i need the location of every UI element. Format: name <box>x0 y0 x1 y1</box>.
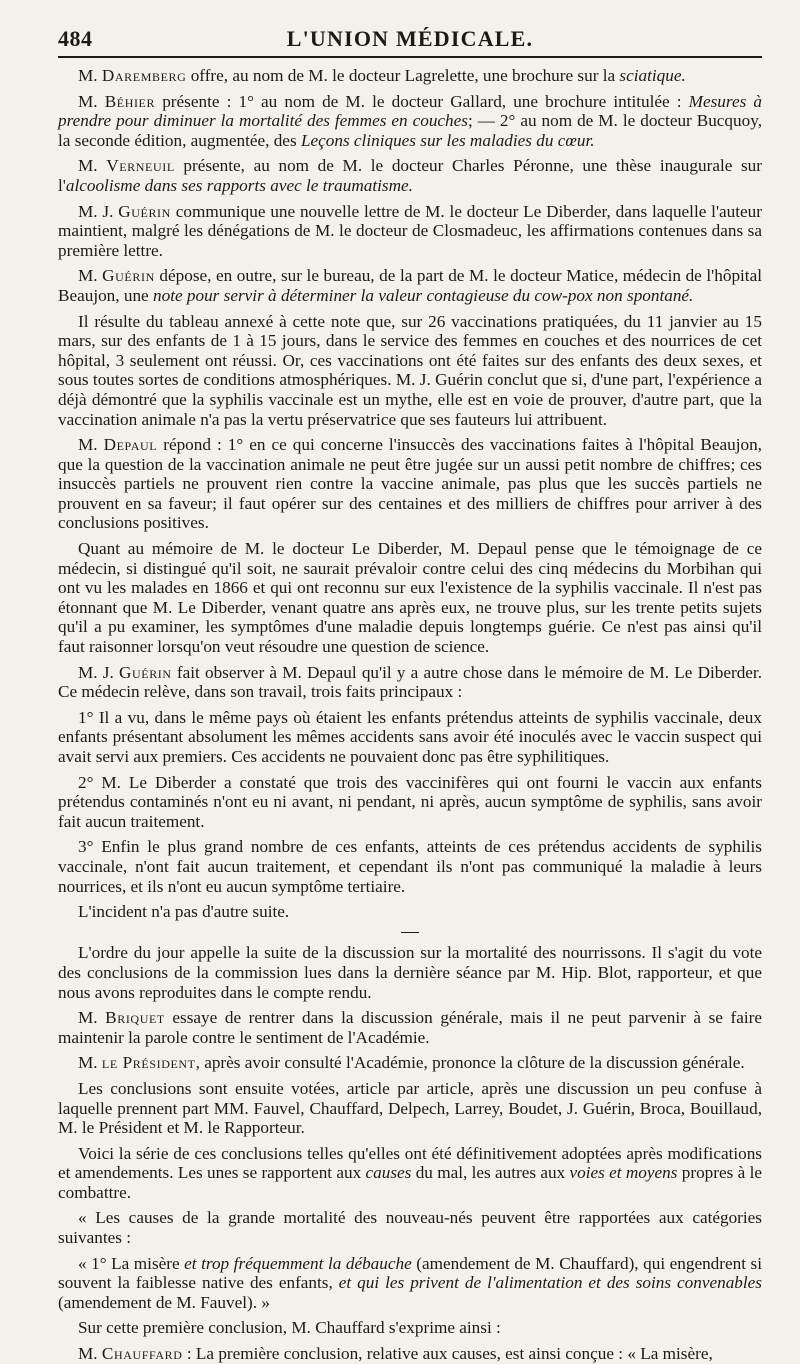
paragraph <box>58 1144 762 1203</box>
speaker-name: Briquet <box>105 1008 165 1028</box>
text-run: essaye de rentrer dans la discussion générale, mais il ne peut parvenir à se faire maintenir la parole contre le sentiment de l'Académie. <box>58 1008 762 1047</box>
paragraph <box>58 156 762 195</box>
text-run: M. <box>78 1344 102 1364</box>
italic-text: alcoolisme dans ses rapports avec le traumatisme. <box>65 175 413 195</box>
text-run: Quant au mémoire de M. le docteur Le Diberder, M. Depaul pense que le témoignage de ce médecin, si distingué qu'il soit, ne saurait prévaloir contre celui des cinq médecins du Morbihan qui ont vu les malades en 1866 et qui ont reconnu sur eux l'existence de la syphilis vaccinale. Il n'est pas étonnant que M. Le Diberder, venant quatre ans après eux, ne trouve plus, sur les trente petits sujets qu'il a pu examiner, les symptômes d'une maladie depuis longtemps guérie. Ce n'est pas ainsi qu'il faut raisonner lorsqu'on veut résoudre une question de science. <box>58 539 762 657</box>
paragraph <box>58 92 762 151</box>
text-run: Il résulte du tableau annexé à cette note que, sur 26 vaccinations pratiquées, du 11 janvier au 15 mars, sur des enfants de 1 à 15 jours, dans le service des femmes en couches et des nourrices de cet hôpital, 3 seulement ont réussi. Or, ces vaccinations ont été faites sur des enfants des deux sexes, et sous toutes sortes de conditions atmosphériques. M. J. Guérin conclut que si, d'une part, l'expérience a déjà démontré que la syphilis vaccinale est un mythe, elle est en voie de prouver, d'autre part, que la vaccination animale n'a pas la vertu préservatrice que ses fauteurs lui attribuent. <box>58 311 762 429</box>
speaker-name: Verneuil <box>106 156 175 176</box>
text-run: : La première conclusion, relative aux causes, est ainsi conçue : « La misère, <box>182 1344 713 1364</box>
text-run: « Les causes de la grande mortalité des nouveau-nés peuvent être rapportées aux catégories suivantes : <box>58 1208 762 1248</box>
text-run: répond : 1° en ce qui concerne l'insuccès des vaccinations faites à l'hôpital Beaujon, que la question de la vaccination animale ne peut être jugée sur un aussi petit nombre de chiffres; ces insuccès partiels ne prouvent rien contre la vaccine animale, pas plus que les succès partiels ne prouvent en sa faveur; il faut opérer sur des centaines et des milliers de chiffres pour arriver à des conclusions positives. <box>58 435 762 533</box>
text-run: M. <box>78 266 103 286</box>
speaker-name: Béhier <box>104 91 156 111</box>
italic-text: et qui les privent de l'alimentation et des soins convenables <box>338 1273 762 1293</box>
journal-title: L'UNION MÉDICALE. <box>286 26 534 51</box>
article-body <box>58 66 762 1364</box>
section-divider <box>401 932 419 934</box>
text-run: présente, au nom de M. le docteur Charles Péronne, une thèse inaugurale sur l' <box>58 156 762 195</box>
paragraph <box>58 708 762 767</box>
text-run: M. <box>78 156 107 176</box>
text-run: (amendement de M. Fauvel). » <box>58 1292 270 1312</box>
italic-text: voies et moyens <box>569 1163 678 1183</box>
italic-text: note pour servir à déterminer la valeur contagieuse du cow-pox non spontané. <box>153 285 694 305</box>
text-run: M. J. <box>78 662 119 682</box>
text-run: propres à le combattre. <box>58 1163 762 1202</box>
text-run: M. <box>78 1053 102 1073</box>
text-run: 2° M. Le Diberder a constaté que trois des vaccinifères qui ont fourni le vaccin aux enfants prétendus contaminés n'ont eu ni avant, ni pendant, ni après, aucun symptôme de syphilis, sans avoir fait aucun traitement. <box>58 772 762 831</box>
text-run: ; — 2° au nom de M. le docteur Bucquoy, la seconde édition, augmentée, des <box>58 111 762 150</box>
text-run: (amendement de M. Chauffard), qui engendrent si souvent la faiblesse native des enfants, <box>58 1253 763 1293</box>
page-header <box>58 22 762 58</box>
text-run: présente : 1° au nom de M. le docteur Gallard, une brochure intitulée : <box>155 91 689 111</box>
text-run: du mal, les autres aux <box>411 1163 570 1183</box>
paragraph <box>58 943 762 1002</box>
speaker-name: Guérin <box>118 201 171 221</box>
italic-text: Leçons cliniques sur les maladies du cœur. <box>300 130 595 150</box>
text-run: fait observer à M. Depaul qu'il y a autre chose dans le mémoire de M. Le Diberder. Ce médecin relève, dans son travail, trois faits principaux : <box>58 662 762 702</box>
text-run: M. <box>78 1008 106 1028</box>
text-run: , après avoir consulté l'Académie, prononce la clôture de la discussion générale. <box>195 1053 745 1073</box>
paragraph <box>58 837 762 896</box>
text-run: « 1° La misère <box>78 1253 185 1273</box>
text-run: offre, au nom de M. le docteur Lagrelette, une brochure sur la <box>186 66 620 85</box>
italic-text: Mesures à prendre pour diminuer la mortalité des femmes en couches <box>58 91 762 131</box>
paragraph <box>58 1208 762 1247</box>
paragraph <box>58 202 762 261</box>
paragraph <box>58 66 762 86</box>
italic-text: causes <box>365 1163 412 1183</box>
text-run: L'ordre du jour appelle la suite de la discussion sur la mortalité des nourrissons. Il s'agit du vote des conclusions de la commission lues dans la dernière séance par M. Hip. Blot, rapporteur, et que nous avons reproduites dans le compte rendu. <box>58 943 762 1002</box>
paragraph <box>58 1053 762 1073</box>
text-run: communique une nouvelle lettre de M. le docteur Le Diberder, dans laquelle l'auteur maintient, malgré les dénégations de M. le docteur de Closmadeuc, les affirmations contenues dans sa première lettre. <box>58 201 762 260</box>
speaker-name: Depaul <box>103 435 158 455</box>
italic-text: sciatique. <box>619 66 686 85</box>
paragraph <box>58 539 762 657</box>
paragraph <box>58 902 762 922</box>
paragraph <box>58 435 762 533</box>
text-run: 1° Il a vu, dans le même pays où étaient les enfants prétendus atteints de syphilis vaccinale, deux enfants présentant absolument les mêmes accidents sans avoir été inoculés avec le vaccin suspect qui avait servi aux premiers. Ces accidents ne pouvaient donc pas être syphilitiques. <box>58 707 762 766</box>
paragraph <box>58 1254 762 1313</box>
speaker-name: Guérin <box>102 266 155 286</box>
text-run: M. J. <box>78 201 119 221</box>
speaker-name: Guérin <box>118 662 172 682</box>
text-run: Sur cette première conclusion, M. Chauffard s'exprime ainsi : <box>78 1318 501 1338</box>
paragraph <box>58 773 762 832</box>
text-run: 3° Enfin le plus grand nombre de ces enfants, atteints de ces prétendus accidents de syphilis vaccinale, n'ont fait aucun traitement, et cependant ils n'ont pas communiqué la maladie à leurs nourrices, et ils n'ont eu aucun symptôme tertiaire. <box>58 837 762 896</box>
speaker-name: Daremberg <box>101 66 187 85</box>
italic-text: et trop fréquemment la débauche <box>184 1253 412 1273</box>
text-run: L'incident n'a pas d'autre suite. <box>78 902 290 922</box>
paragraph <box>58 1079 762 1138</box>
text-run: dépose, en outre, sur le bureau, de la part de M. le docteur Matice, médecin de l'hôpital Beaujon, une <box>58 266 762 305</box>
paragraph <box>58 663 762 702</box>
text-run: Voici la série de ces conclusions telles qu'elles ont été définitivement adoptées après modifications et amendements. Les unes se rapportent aux <box>58 1143 762 1183</box>
text-run: M. <box>78 66 102 85</box>
paragraph <box>58 1318 762 1338</box>
text-run: Les conclusions sont ensuite votées, article par article, après une discussion un peu confuse à laquelle prennent part MM. Fauvel, Chauffard, Delpech, Larrey, Boudet, J. Guérin, Broca, Bouillaud, M. le Président et M. le Rapporteur. <box>58 1078 762 1138</box>
speaker-name: le Président <box>101 1053 196 1073</box>
speaker-name: Chauffard <box>101 1344 183 1364</box>
text-run: M. <box>78 91 105 111</box>
paragraph <box>58 1008 762 1047</box>
text-run: M. <box>78 435 104 455</box>
paragraph <box>58 312 762 430</box>
paragraph <box>58 266 762 305</box>
page-number: 484 <box>58 26 93 51</box>
